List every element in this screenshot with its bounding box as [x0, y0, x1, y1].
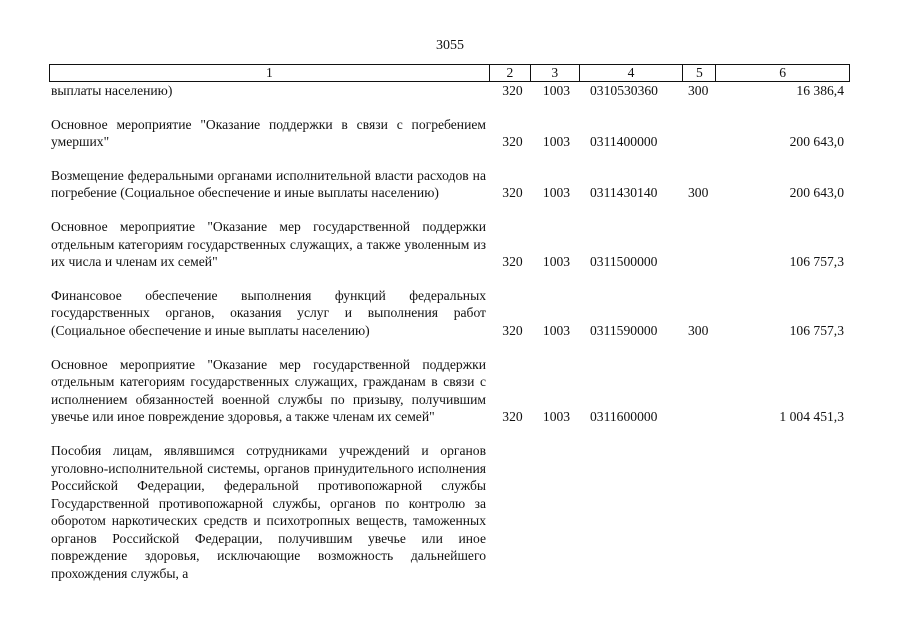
page-number: 3055	[436, 38, 464, 53]
row-amount: 200 643,0	[789, 134, 844, 150]
table-row	[49, 116, 850, 151]
row-name: Основное мероприятие "Оказание мер государственной поддержки отдельным категориям государственных служащих, а также уволенным из их числа и членам их семей"	[51, 218, 486, 270]
row-amount: 200 643,0	[789, 185, 844, 201]
row-amount: 106 757,3	[789, 254, 844, 270]
table-row	[49, 356, 850, 426]
header-col-4: 4	[580, 65, 684, 81]
row-ministry-code: 320	[502, 409, 523, 425]
row-target-code: 0311500000	[590, 254, 658, 270]
header-col-1: 1	[50, 65, 490, 81]
row-amount: 1 004 451,3	[779, 409, 844, 425]
table-header	[49, 64, 850, 82]
row-target-code: 0311600000	[590, 409, 658, 425]
header-col-5: 5	[683, 65, 716, 81]
row-amount: 16 386,4	[796, 83, 844, 98]
row-section-code: 1003	[542, 322, 571, 338]
header-col-6: 6	[779, 65, 787, 80]
row-expense-type: 300	[688, 322, 709, 338]
row-ministry-code: 320	[502, 185, 523, 201]
row-name: Основное мероприятие "Оказание мер государственной поддержки отдельным категориям государственных служащих, гражданам в связи с исполнением обязанностей военной службы по призыву, получившим увечье или иное повреждение здоровья, а также членам их семей"	[51, 356, 486, 425]
table-row	[49, 167, 850, 202]
row-expense-type: 300	[688, 185, 709, 201]
row-section-code: 1003	[542, 254, 571, 270]
row-ministry-code: 320	[502, 83, 523, 98]
row-section-code: 1003	[542, 409, 571, 425]
row-expense-type: 300	[688, 83, 709, 98]
budget-table	[49, 64, 850, 583]
row-name: Финансовое обеспечение выполнения функций федеральных государственных органов, оказания услуг и выполнения работ (Социальное обеспечение и иные выплаты населению)	[51, 287, 486, 338]
row-ministry-code: 320	[502, 322, 523, 338]
row-name: Возмещение федеральными органами исполнительной власти расходов на погребение (Социальное обеспечение и иные выплаты населению)	[51, 167, 486, 201]
row-name: выплаты населению)	[51, 83, 173, 98]
row-section-code: 1003	[542, 134, 571, 150]
row-section-code: 1003	[542, 185, 571, 201]
row-target-code: 0310530360	[590, 83, 658, 98]
header-col-2: 2	[490, 65, 531, 81]
row-target-code: 0311430140	[590, 185, 658, 201]
row-name: Пособия лицам, являвшимся сотрудниками учреждений и органов уголовно-исполнительной системы, органов принудительного исполнения Российской Федерации, федеральной противопожарной службы Государственной противопожарной службы, органов по контролю за оборотом наркотических средств и психотропных веществ, таможенных органов Российской Федерации, получившим увечье или иное повреждение здоровья, исключающие возможность дальнейшего прохождения службы, а	[51, 442, 486, 582]
row-amount: 106 757,3	[789, 322, 844, 338]
table-row	[49, 442, 850, 583]
header-col-3: 3	[531, 65, 580, 81]
table-row	[49, 218, 850, 271]
row-ministry-code: 320	[502, 134, 523, 150]
table-row	[49, 287, 850, 340]
row-name: Основное мероприятие "Оказание поддержки в связи с погребением умерших"	[51, 116, 486, 150]
row-target-code: 0311400000	[590, 134, 658, 150]
table-row	[49, 82, 850, 100]
row-ministry-code: 320	[502, 254, 523, 270]
row-section-code: 1003	[542, 83, 571, 98]
row-target-code: 0311590000	[590, 322, 658, 338]
